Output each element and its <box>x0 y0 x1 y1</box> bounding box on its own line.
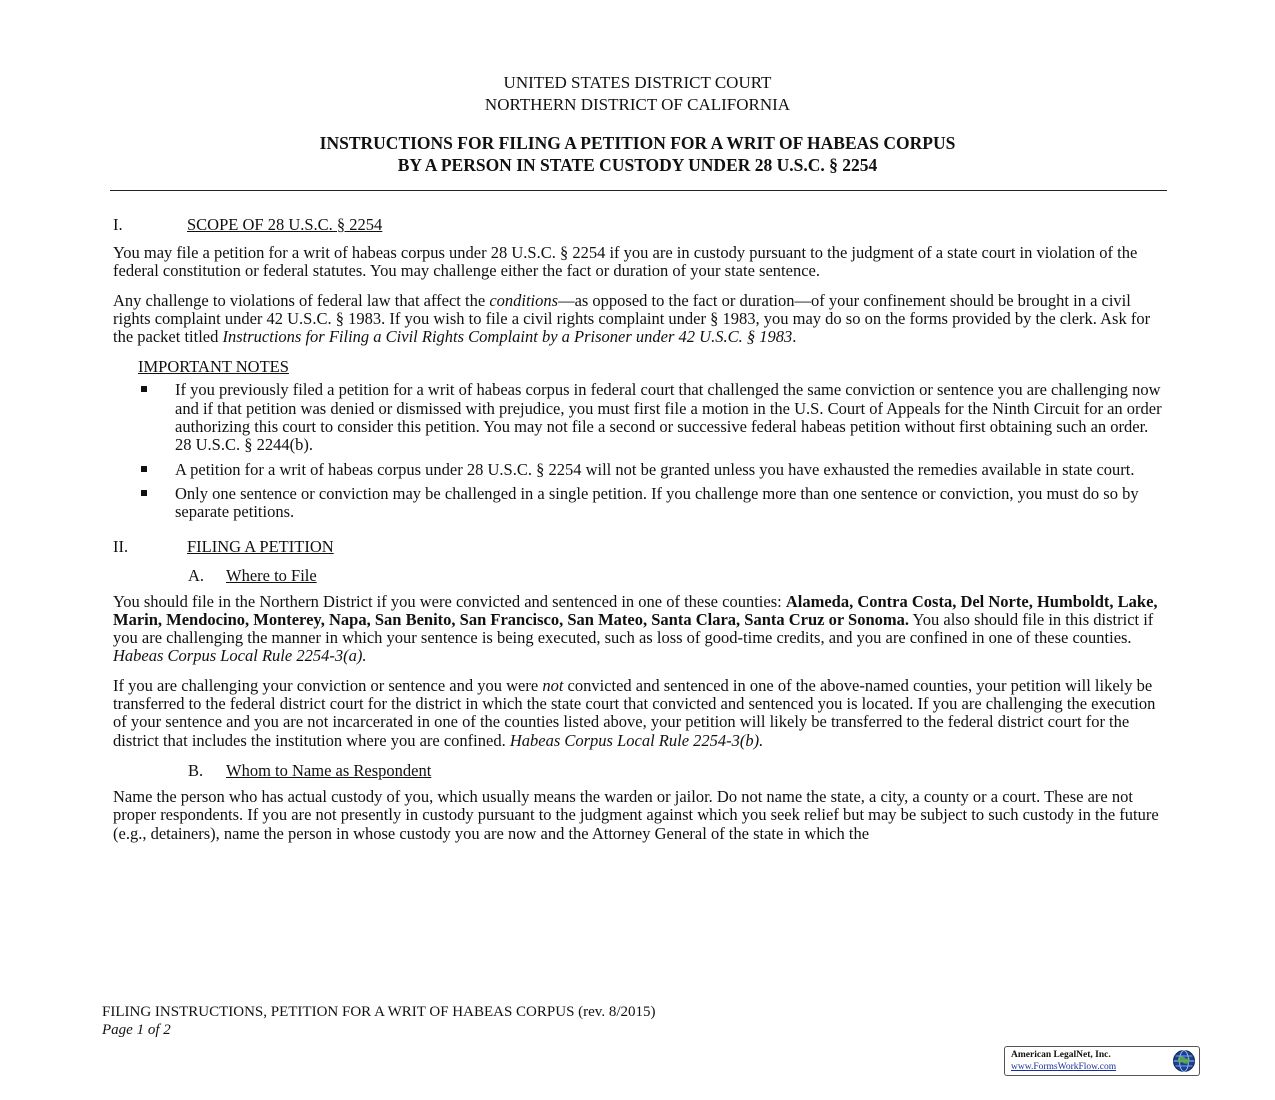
subsection-title: Whom to Name as Respondent <box>226 760 432 780</box>
page-number: Page 1 of 2 <box>102 1022 171 1038</box>
bullet-icon <box>141 386 147 392</box>
where-to-file-paragraph: You should file in the Northern District if you were convicted and sentenced in one of these counties: Alameda, Contra Costa, Del Norte, Humboldt, Lake, Marin, Mendocino, Monterey, Napa, San Benito, San Francisco, San Mateo, Santa Clara, Santa Cruz or Sonoma. You also should file in this district if you are challenging the manner in which your sentence is being executed, such as loss of good-time credits, and you are confined in one of these counties. Habeas Corpus Local Rule 2254-3(a). <box>113 591 1158 666</box>
globe-icon <box>1172 1049 1196 1073</box>
header-divider <box>110 190 1167 191</box>
document-title <box>0 132 1275 176</box>
conditions-paragraph: Any challenge to violations of federal law that affect the conditions—as opposed to the fact or duration—of your confinement should be brought in a civil rights complaint under 42 U.S.C. § 1983. If you wish to file a civil rights complaint under § 1983, you may do so on the forms provided by the clerk. Ask for the packet titled Instructions for Filing a Civil Rights Complaint by a Prisoner under 42 U.S.C. § 1983. <box>113 290 1151 347</box>
subsection-b-heading <box>188 761 1163 781</box>
document-body <box>113 214 1163 854</box>
subsection-letter: A. <box>188 565 205 585</box>
court-district: NORTHERN DISTRICT OF CALIFORNIA <box>484 95 791 114</box>
section-1-heading <box>113 214 1163 236</box>
note-text: If you previously filed a petition for a writ of habeas corpus in federal court that challenged the same conviction or sentence you are challenging now and if that petition was denied or dismissed with prejudice, you must first file a motion in the U.S. Court of Appeals for the Ninth Circuit for an order authorizing this court to consider this petition. You may not file a second or successive federal habeas petition without first obtaining such an order. 28 U.S.C. § 2244(b). <box>175 380 1162 455</box>
important-notes-heading: IMPORTANT NOTES <box>138 357 289 377</box>
title-line-2: BY A PERSON IN STATE CUSTODY UNDER 28 U.S.C. § 2254 <box>397 155 878 175</box>
subsection-a-heading <box>188 566 1163 586</box>
bullet-icon <box>141 466 147 472</box>
court-header <box>0 72 1275 116</box>
list-item <box>113 381 1163 454</box>
respondent-paragraph: Name the person who has actual custody of you, which usually means the warden or jailor. Do not name the state, a city, a county or a court. These are not proper respondents. If you are not presently in custody pursuant to the judgment against which you seek relief but may be subject to such custody in the future (e.g., detainers), name the person in whose custody you are now and the Attorney General of the state in which the <box>113 786 1159 843</box>
subsection-title: Where to File <box>226 565 317 585</box>
title-line-1: INSTRUCTIONS FOR FILING A PETITION FOR A WRIT OF HABEAS CORPUS <box>319 133 956 153</box>
publisher-link[interactable]: www.FormsWorkFlow.com <box>1011 1062 1117 1072</box>
county-list: Alameda, Contra Costa, Del Norte, Humboldt, Lake, Marin, Mendocino, Monterey, Napa, San Benito, San Francisco, San Mateo, Santa Clara, Santa Cruz or Sonoma. <box>113 591 1158 629</box>
publisher-name: American LegalNet, Inc. <box>1011 1050 1111 1060</box>
page-footer <box>102 1003 656 1039</box>
subsection-letter: B. <box>188 760 204 780</box>
list-item <box>113 485 1163 522</box>
court-name: UNITED STATES DISTRICT COURT <box>503 73 772 92</box>
section-title: SCOPE OF 28 U.S.C. § 2254 <box>187 215 383 234</box>
transfer-paragraph: If you are challenging your conviction or sentence and you were not convicted and sentenced in one of the above-named counties, your petition will likely be transferred to the federal district court for the district in which the state court that convicted and sentenced you is located. If you are challenging the execution of your sentence and you are not incarcerated in one of the counties listed above, your petition will likely be transferred to the federal district court for the district that includes the institution where you are confined. Habeas Corpus Local Rule 2254-3(b). <box>113 675 1156 750</box>
important-notes-list <box>113 381 1163 521</box>
bullet-icon <box>141 490 147 496</box>
list-item <box>113 461 1163 479</box>
scope-paragraph: You may file a petition for a writ of habeas corpus under 28 U.S.C. § 2254 if you are in custody pursuant to the judgment of a state court in violation of the federal constitution or federal statutes. You may challenge either the fact or duration of your state sentence. <box>113 243 1138 281</box>
section-number: I. <box>113 215 123 234</box>
publisher-logo <box>1004 1046 1200 1076</box>
note-text: Only one sentence or conviction may be challenged in a single petition. If you challenge more than one sentence or conviction, you must do so by separate petitions. <box>175 483 1139 522</box>
section-number: II. <box>113 536 129 556</box>
section-2-heading <box>113 536 1163 558</box>
note-text: A petition for a writ of habeas corpus under 28 U.S.C. § 2254 will not be granted unless you have exhausted the remedies available in state court. <box>175 459 1135 479</box>
form-revision-label: FILING INSTRUCTIONS, PETITION FOR A WRIT OF HABEAS CORPUS (rev. 8/2015) <box>102 1004 656 1020</box>
section-title: FILING A PETITION <box>187 536 334 556</box>
